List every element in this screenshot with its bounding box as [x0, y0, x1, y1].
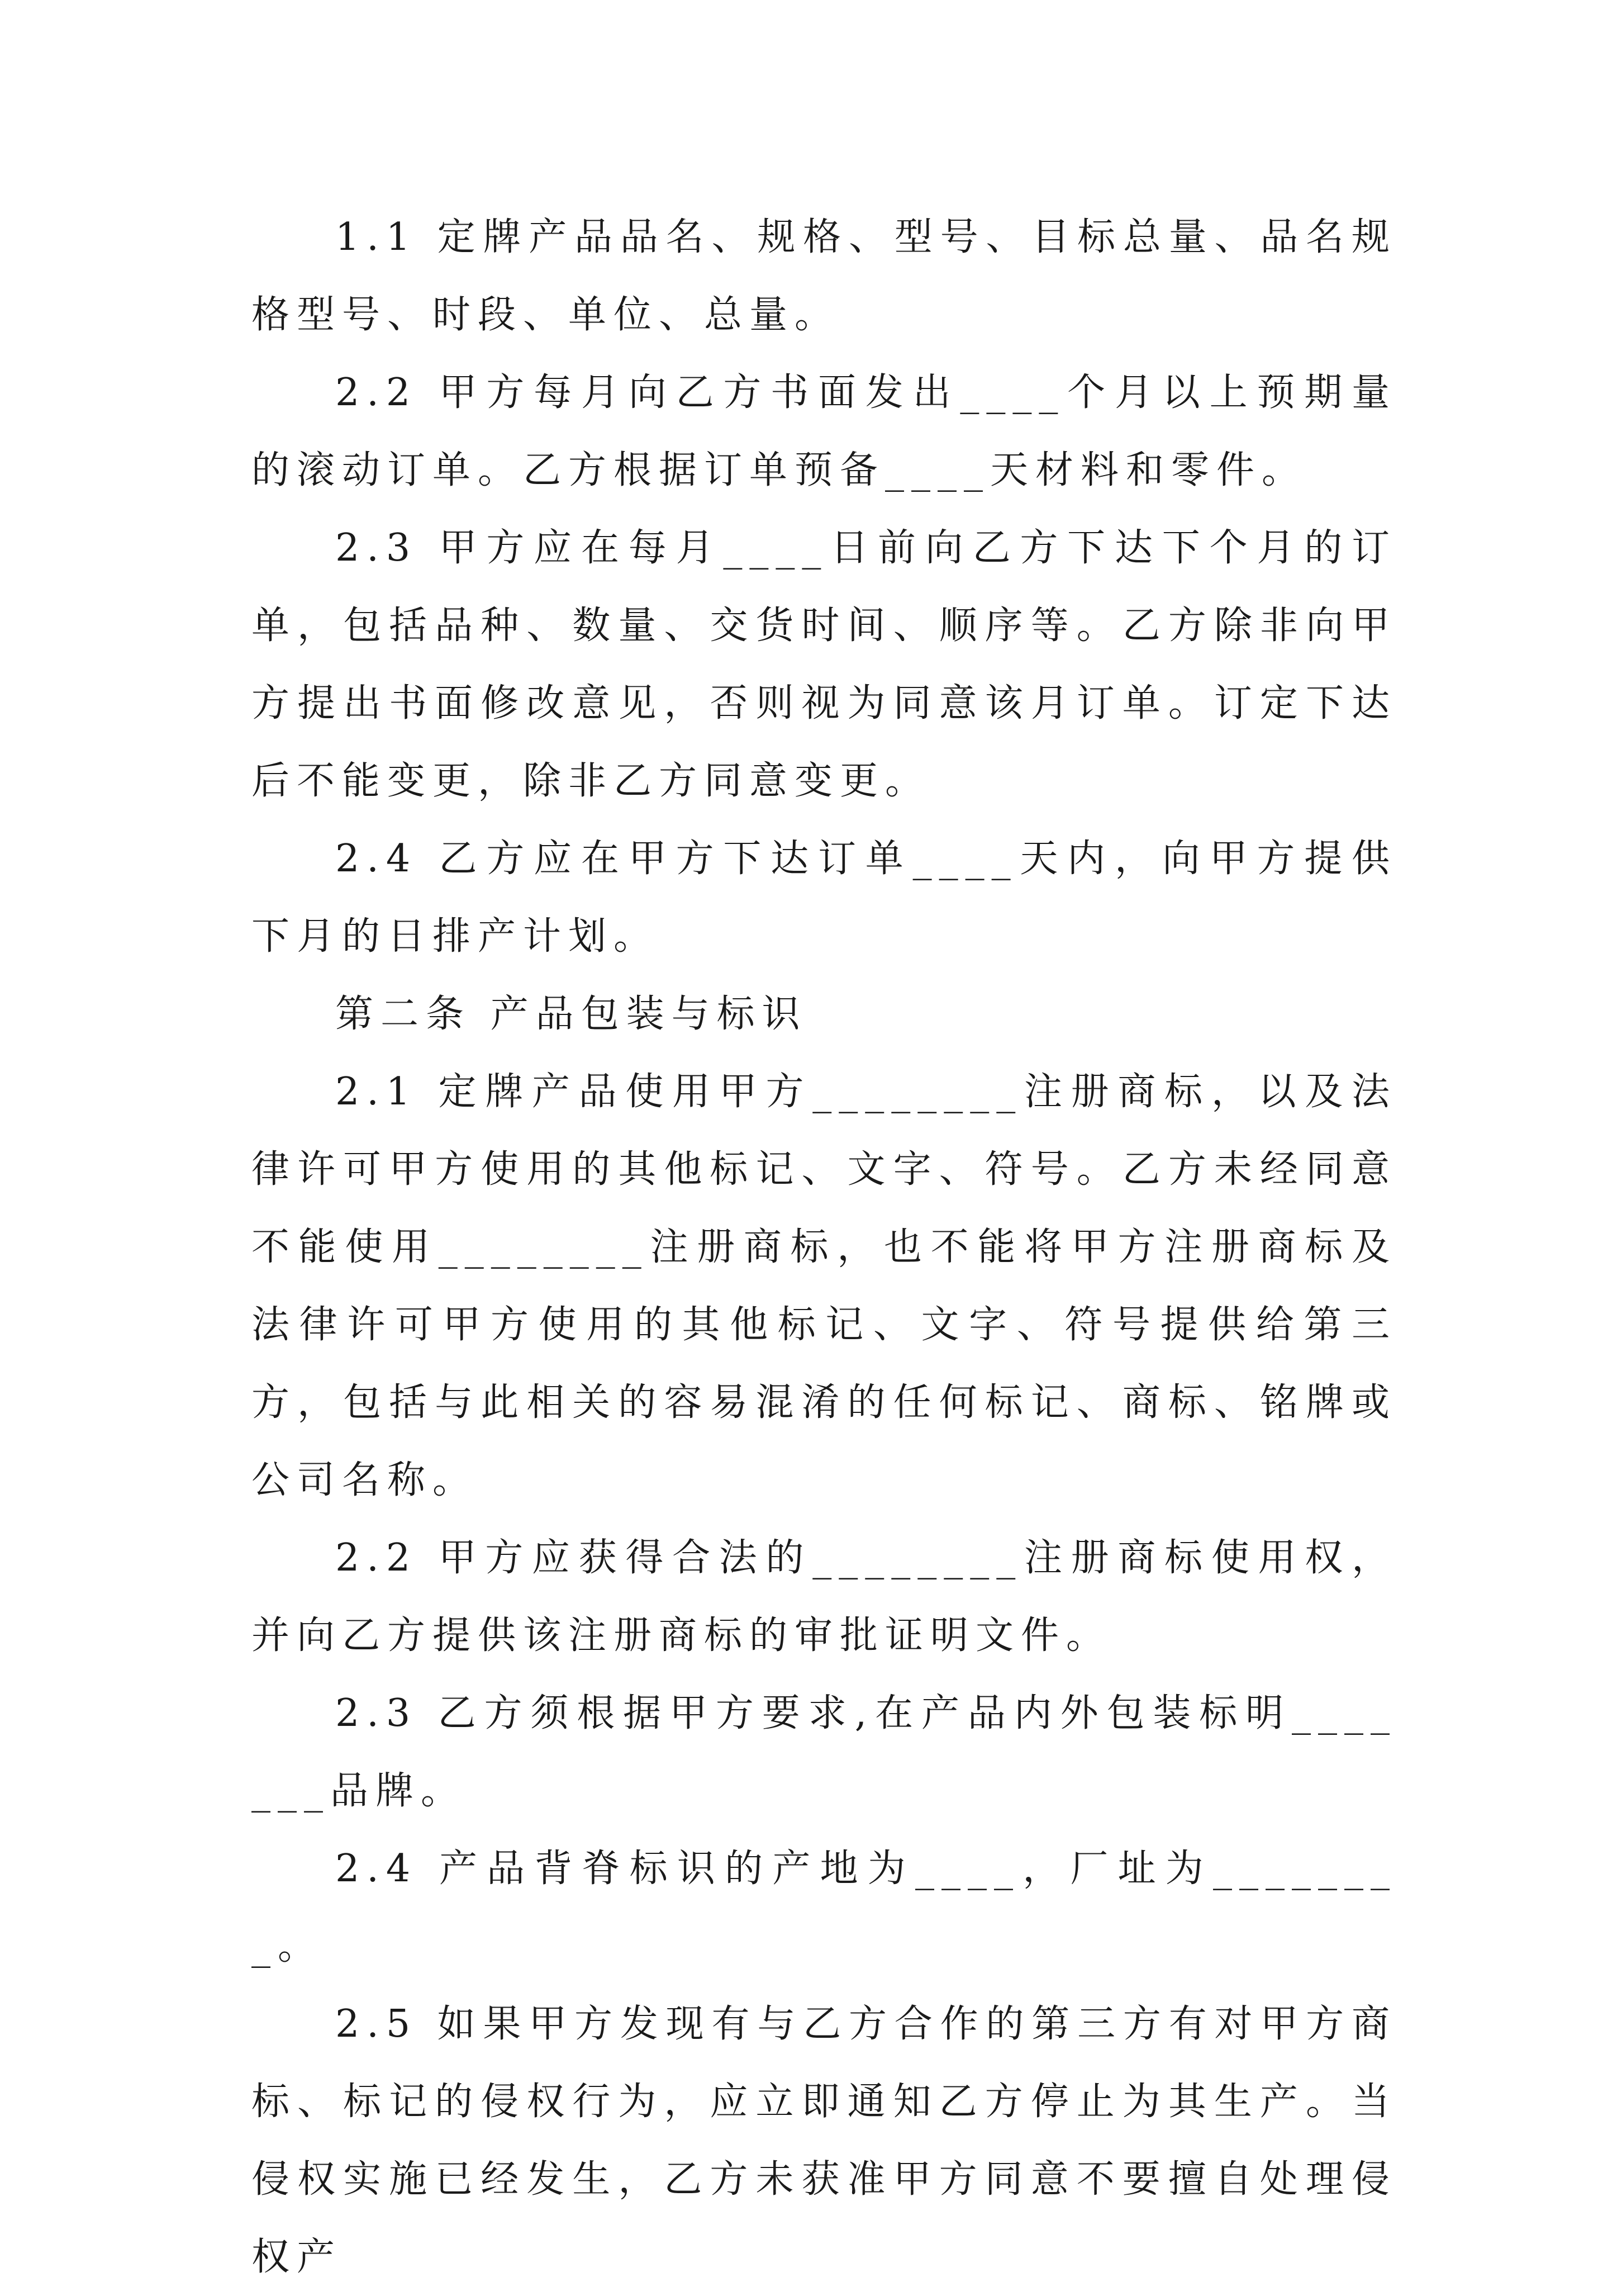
paragraph-2-3-monthly-order: 2.3 甲方应在每月____日前向乙方下达下个月的订单，包括品种、数量、交货时间、顺序等。乙方除非向甲方提出书面修改意见，否则视为同意该月订单。订定下达后不能变更，除非乙方同意变更。 [251, 526, 1397, 803]
paragraph-2-4-production-plan: 2.4 乙方应在甲方下达订单____天内，向甲方提供下月的日排产计划。 [251, 837, 1397, 959]
paragraph-2-3-packaging-brand: 2.3 乙方须根据甲方要求,在产品内外包装标明_______品牌。 [251, 1691, 1397, 1813]
article-2-heading: 第二条 产品包装与标识 [335, 992, 807, 1036]
paragraph-1-1: 1.1 定牌产品品名、规格、型号、目标总量、品名规格型号、时段、单位、总量。 [251, 215, 1397, 337]
paragraph-2-5-infringement: 2.5 如果甲方发现有与乙方合作的第三方有对甲方商标、标记的侵权行为，应立即通知乙方停止为其生产。当侵权实施已经发生，乙方未获准甲方同意不要擅自处理侵权产 [251, 2002, 1397, 2279]
paragraph-2-1-trademark: 2.1 定牌产品使用甲方________注册商标，以及法律许可甲方使用的其他标记、文字、符号。乙方未经同意不能使用________注册商标，也不能将甲方注册商标及法律许可甲方使用的其他标记、文字、符号提供给第三方，包括与此相关的容易混淆的任何标记、商标、铭牌或公司名称。 [251, 1070, 1397, 1502]
paragraph-2-4-origin-label: 2.4 产品背脊标识的产地为____，厂址为________。 [251, 1847, 1397, 1968]
paragraph-2-2-rolling-order: 2.2 甲方每月向乙方书面发出____个月以上预期量的滚动订单。乙方根据订单预备____天材料和零件。 [251, 371, 1397, 492]
paragraph-2-2-trademark-right: 2.2 甲方应获得合法的________注册商标使用权，并向乙方提供该注册商标的审批证明文件。 [251, 1536, 1397, 1658]
document-body [251, 198, 1397, 2296]
